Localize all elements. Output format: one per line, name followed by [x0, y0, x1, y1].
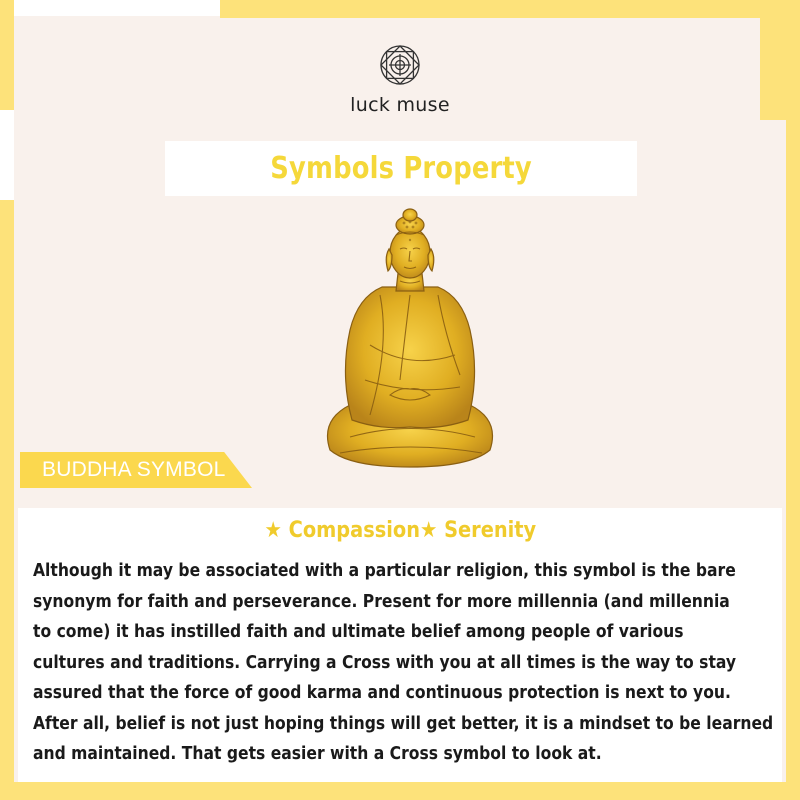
buddha-figure-icon: [310, 205, 510, 475]
decor-band-bottom: [0, 782, 800, 800]
description-line: After all, belief is not just hoping things will get better, it is a mindset to be learned: [33, 713, 774, 734]
symbol-tag: [20, 452, 252, 488]
brand-name: luck muse: [350, 94, 450, 116]
description-line: Although it may be associated with a particular religion, this symbol is the bare: [33, 561, 736, 581]
decor-band-top: [220, 0, 800, 18]
description-text: [33, 556, 774, 770]
description-line: to come) it has instilled faith and ultimate belief among people of various: [33, 622, 684, 642]
virtues-heading: [18, 518, 782, 543]
title-banner: [165, 141, 637, 196]
decor-band-right: [786, 0, 800, 800]
virtues-text: ★ Compassion★ Serenity: [264, 518, 536, 543]
description-line: and maintained. That gets easier with a Cross symbol to look at.: [33, 744, 602, 764]
description-line: cultures and traditions. Carrying a Cross with you at all times is the way to stay: [33, 652, 737, 673]
mandala-logo-icon: [379, 44, 421, 86]
description-line: synonym for faith and perseverance. Present for more millennia (and millennia: [33, 591, 730, 612]
description-card: [18, 508, 782, 782]
symbol-tag-label: BUDDHA SYMBOL: [42, 458, 226, 481]
page-title: Symbols Property: [270, 151, 532, 186]
description-line: assured that the force of good karma and continuous protection is next to you.: [33, 683, 731, 703]
